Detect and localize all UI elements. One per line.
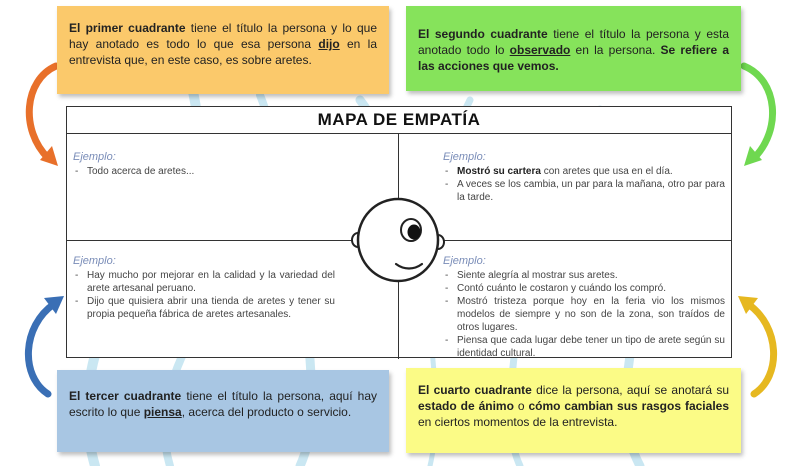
- quadrant-dice: [73, 150, 373, 178]
- note-first-quadrant: El primer cuadrante tiene el título la persona y lo que hay anotado es todo lo que esa persona dijo en la entrevista que, en este caso, es sobre aretes.: [57, 6, 389, 94]
- note-second-title: El segundo cuadrante: [418, 27, 548, 41]
- list-item: - Mostró su cartera con aretes que usa en el día.: [443, 165, 725, 178]
- note-fourth-title: El cuarto cuadrante: [418, 383, 532, 397]
- example-label: Ejemplo:: [443, 151, 486, 163]
- quadrant-hace: [443, 150, 725, 204]
- list-item: - A veces se los cambia, un par para la mañana, otro par para la tarde.: [443, 178, 725, 204]
- keyword-piensa: piensa: [143, 405, 182, 420]
- list-item: - Siente alegría al mostrar sus aretes.: [443, 269, 725, 282]
- quadrant-siente: [443, 254, 725, 360]
- note-fourth-quadrant: El cuarto cuadrante dice la persona, aquí se anotará su estado de ánimo o cómo cambian sus rasgos faciales en ciertos momentos de la entrevista.: [406, 368, 741, 453]
- note-third-quadrant: El tercer cuadrante tiene el título la persona, aquí hay escrito lo que piensa, acerca del producto o servicio.: [57, 370, 389, 452]
- note-second-quadrant: El segundo cuadrante tiene el título la persona y esta anotado todo lo observado en la persona. Se refiere a las acciones que vemos.: [406, 6, 741, 91]
- example-label: Ejemplo:: [73, 151, 116, 163]
- list-item: - Piensa que cada lugar debe tener un tipo de arete según su identidad cultural.: [443, 334, 725, 360]
- list-item: - Todo acerca de aretes...: [73, 165, 373, 178]
- keyword-dijo: dijo: [318, 37, 340, 52]
- face-icon: [348, 196, 448, 284]
- arrow-green-icon: [734, 60, 784, 170]
- keyword-observado: observado: [509, 43, 571, 58]
- list-item: - Contó cuánto le costaron y cuándo los compró.: [443, 282, 725, 295]
- list-item: - Hay mucho por mejorar en la calidad y la variedad del arete artesanal peruano.: [73, 269, 335, 295]
- arrow-yellow-icon: [734, 290, 784, 400]
- note-first-title: El primer cuadrante: [69, 21, 186, 35]
- list-item: - Dijo que quisiera abrir una tienda de aretes y tener su propia pequeña fábrica de aretes artesanales.: [73, 295, 335, 321]
- example-label: Ejemplo:: [443, 255, 486, 267]
- map-title: MAPA DE EMPATÍA: [67, 107, 731, 134]
- quadrant-piensa: [73, 254, 335, 321]
- list-item: - Mostró tristeza porque hoy en la feria vio los mismos modelos de siempre y no son de la zona, son traídos de otros lugares.: [443, 295, 725, 334]
- note-third-title: El tercer cuadrante: [69, 389, 182, 403]
- example-label: Ejemplo:: [73, 255, 116, 267]
